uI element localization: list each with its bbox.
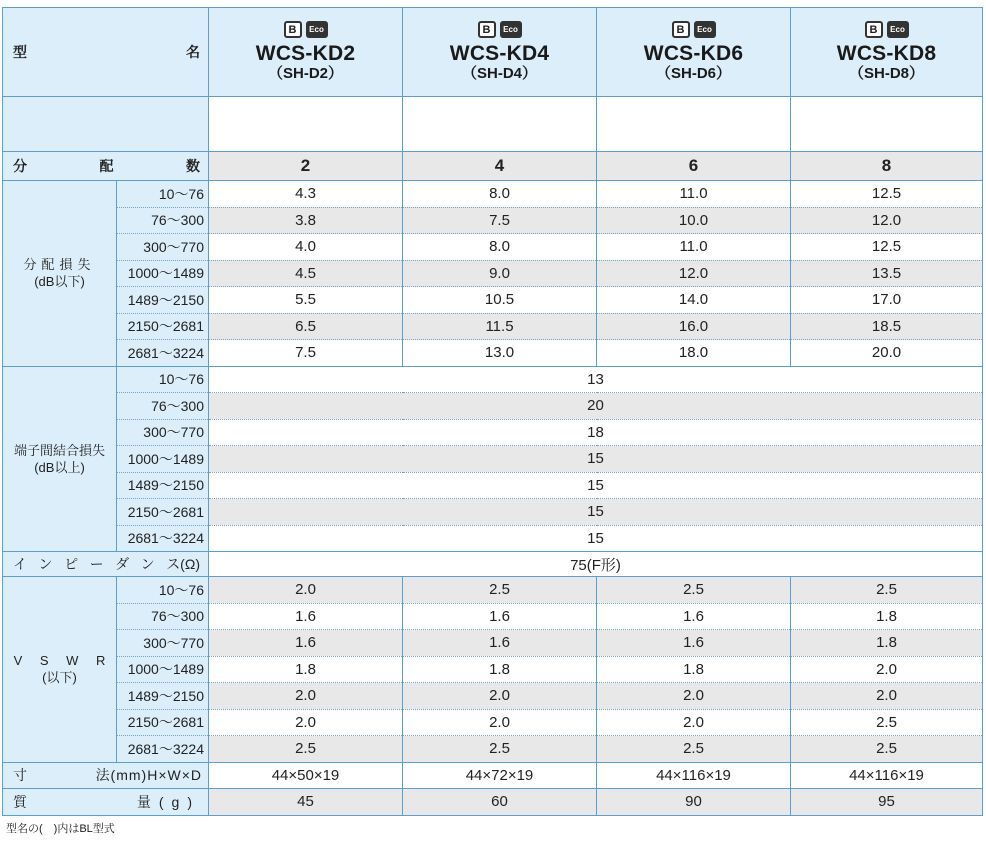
frequency-band: 2150～2681 [117, 313, 209, 340]
vswr-value: 2.5 [791, 736, 983, 763]
frequency-band: 1000～1489 [117, 656, 209, 683]
frequency-band: 1000～1489 [117, 446, 209, 473]
weight-value: 45 [209, 788, 403, 815]
vswr-value: 1.6 [403, 630, 597, 657]
frequency-band: 2150～2681 [117, 499, 209, 526]
frequency-band: 1489～2150 [117, 287, 209, 314]
distribution-loss-value: 3.8 [209, 207, 403, 234]
model-header-kd2 [209, 8, 403, 97]
frequency-band: 1000～1489 [117, 260, 209, 287]
vswr-value: 1.6 [209, 630, 403, 657]
vswr-value: 2.5 [597, 577, 791, 604]
vswr-value: 2.0 [403, 709, 597, 736]
frequency-band: 300～770 [117, 630, 209, 657]
label-text: 量(g) [136, 793, 200, 810]
weight-label [3, 788, 209, 815]
vswr-value: 1.6 [597, 603, 791, 630]
vswr-value: 2.0 [597, 709, 791, 736]
branch-count-label [3, 152, 209, 181]
distribution-loss-value: 14.0 [597, 287, 791, 314]
vswr-value: 1.6 [403, 603, 597, 630]
branch-count-value: 2 [209, 152, 403, 181]
vswr-value: 2.0 [403, 683, 597, 710]
vswr-title: V S W R [13, 653, 106, 669]
vswr-value: 1.8 [597, 656, 791, 683]
vswr-value: 1.6 [597, 630, 791, 657]
isolation-value: 20 [209, 393, 983, 420]
weight-value: 60 [403, 788, 597, 815]
label-char: 寸 [13, 767, 28, 783]
vswr-value: 2.5 [403, 577, 597, 604]
distribution-loss-value: 10.5 [403, 287, 597, 314]
eco-badge-icon: Eco [887, 21, 909, 38]
model-name: WCS-KD8 [836, 42, 937, 65]
distribution-loss-title: 分配損失 [23, 257, 96, 273]
frequency-band: 10～76 [117, 577, 209, 604]
branch-count-value: 4 [403, 152, 597, 181]
distribution-loss-value: 17.0 [791, 287, 983, 314]
distribution-loss-value: 5.5 [209, 287, 403, 314]
vswr-value: 1.6 [209, 603, 403, 630]
frequency-band: 2681～3224 [117, 525, 209, 552]
distribution-loss-label [3, 181, 117, 367]
label-char: 分 [13, 158, 27, 174]
vswr-value: 2.5 [403, 736, 597, 763]
bl-badge-icon: B [284, 21, 302, 38]
label-char: ー [89, 556, 104, 572]
frequency-band: 76～300 [117, 603, 209, 630]
bl-model-name: （SH-D6） [655, 65, 731, 82]
label-char: 数 [186, 158, 200, 174]
model-header-kd6 [597, 8, 791, 97]
label-char: ダ [115, 556, 130, 572]
dimension-value: 44×50×19 [209, 762, 403, 788]
blank-cell [597, 97, 791, 152]
label-char: ン [38, 556, 53, 572]
eco-badge-icon: Eco [694, 21, 716, 38]
distribution-loss-unit: (dB以下) [34, 274, 85, 290]
bl-badge-icon: B [672, 21, 690, 38]
isolation-title: 端子間結合損失 [13, 442, 105, 458]
dimension-value: 44×116×19 [597, 762, 791, 788]
label-char: ス(Ω) [166, 556, 200, 572]
impedance-label [3, 552, 209, 577]
label-char: 質 [13, 793, 35, 810]
vswr-value: 2.5 [791, 577, 983, 604]
footnote: 型名の( )内はBL型式 [6, 823, 115, 835]
vswr-value: 1.8 [791, 630, 983, 657]
isolation-value: 15 [209, 472, 983, 499]
distribution-loss-value: 12.0 [791, 207, 983, 234]
distribution-loss-value: 10.0 [597, 207, 791, 234]
frequency-band: 2150～2681 [117, 709, 209, 736]
distribution-loss-value: 12.0 [597, 260, 791, 287]
model-label-cell [3, 8, 209, 97]
distribution-loss-value: 11.0 [597, 181, 791, 208]
vswr-label [3, 577, 117, 763]
model-header-kd8 [791, 8, 983, 97]
distribution-loss-value: 11.0 [597, 234, 791, 261]
frequency-band: 1489～2150 [117, 683, 209, 710]
frequency-band: 1489～2150 [117, 472, 209, 499]
vswr-value: 2.0 [597, 683, 791, 710]
distribution-loss-value: 4.5 [209, 260, 403, 287]
label-text: 法(mm)H×W×D [95, 767, 202, 783]
vswr-value: 2.0 [791, 656, 983, 683]
bl-model-name: （SH-D2） [267, 65, 343, 82]
frequency-band: 2681～3224 [117, 340, 209, 367]
label-char: ン [140, 556, 155, 572]
blank-cell [403, 97, 597, 152]
frequency-band: 2681～3224 [117, 736, 209, 763]
isolation-value: 15 [209, 446, 983, 473]
weight-value: 95 [791, 788, 983, 815]
distribution-loss-value: 11.5 [403, 313, 597, 340]
isolation-value: 15 [209, 499, 983, 526]
distribution-loss-value: 9.0 [403, 260, 597, 287]
isolation-value: 13 [209, 366, 983, 393]
model-name: WCS-KD6 [643, 42, 744, 65]
distribution-loss-value: 18.0 [597, 340, 791, 367]
blank-cell [209, 97, 403, 152]
spec-table [2, 7, 983, 816]
model-header-kd4 [403, 8, 597, 97]
distribution-loss-value: 7.5 [403, 207, 597, 234]
distribution-loss-value: 16.0 [597, 313, 791, 340]
vswr-value: 2.5 [791, 709, 983, 736]
label-char: イ [13, 556, 27, 572]
frequency-band: 76～300 [117, 393, 209, 420]
isolation-value: 15 [209, 525, 983, 552]
vswr-value: 2.0 [209, 683, 403, 710]
vswr-value: 2.0 [791, 683, 983, 710]
branch-count-value: 8 [791, 152, 983, 181]
impedance-value: 75(F形) [209, 552, 983, 577]
distribution-loss-value: 12.5 [791, 234, 983, 261]
distribution-loss-value: 7.5 [209, 340, 403, 367]
weight-value: 90 [597, 788, 791, 815]
frequency-band: 10～76 [117, 366, 209, 393]
distribution-loss-value: 8.0 [403, 234, 597, 261]
isolation-unit: (dB以上) [34, 459, 85, 475]
bl-badge-icon: B [478, 21, 496, 38]
model-name: WCS-KD2 [255, 42, 356, 65]
distribution-loss-value: 4.0 [209, 234, 403, 261]
frequency-band: 300～770 [117, 419, 209, 446]
branch-count-value: 6 [597, 152, 791, 181]
distribution-loss-value: 18.5 [791, 313, 983, 340]
vswr-value: 1.8 [403, 656, 597, 683]
distribution-loss-value: 13.5 [791, 260, 983, 287]
bl-model-name: （SH-D8） [848, 65, 924, 82]
distribution-loss-value: 6.5 [209, 313, 403, 340]
distribution-loss-value: 13.0 [403, 340, 597, 367]
vswr-value: 1.8 [791, 603, 983, 630]
label-char: ピ [64, 556, 79, 572]
dimension-value: 44×116×19 [791, 762, 983, 788]
eco-badge-icon: Eco [306, 21, 328, 38]
dimension-value: 44×72×19 [403, 762, 597, 788]
distribution-loss-value: 20.0 [791, 340, 983, 367]
isolation-label [3, 366, 117, 552]
vswr-value: 2.5 [209, 736, 403, 763]
frequency-band: 76～300 [117, 207, 209, 234]
frequency-band: 10～76 [117, 181, 209, 208]
vswr-value: 2.0 [209, 709, 403, 736]
distribution-loss-value: 8.0 [403, 181, 597, 208]
distribution-loss-value: 12.5 [791, 181, 983, 208]
frequency-band: 300～770 [117, 234, 209, 261]
isolation-value: 18 [209, 419, 983, 446]
bl-model-name: （SH-D4） [461, 65, 537, 82]
model-name: WCS-KD4 [449, 42, 550, 65]
vswr-value: 2.5 [597, 736, 791, 763]
blank-cell [791, 97, 983, 152]
label-char: 配 [99, 158, 114, 174]
distribution-loss-value: 4.3 [209, 181, 403, 208]
bl-badge-icon: B [865, 21, 883, 38]
model-label-char: 名 [186, 44, 200, 60]
model-label-char: 型 [13, 44, 27, 60]
dimensions-label [3, 762, 209, 788]
blank-label-cell [3, 97, 209, 152]
eco-badge-icon: Eco [500, 21, 522, 38]
vswr-value: 2.0 [209, 577, 403, 604]
vswr-unit: (以下) [42, 670, 77, 686]
vswr-value: 1.8 [209, 656, 403, 683]
